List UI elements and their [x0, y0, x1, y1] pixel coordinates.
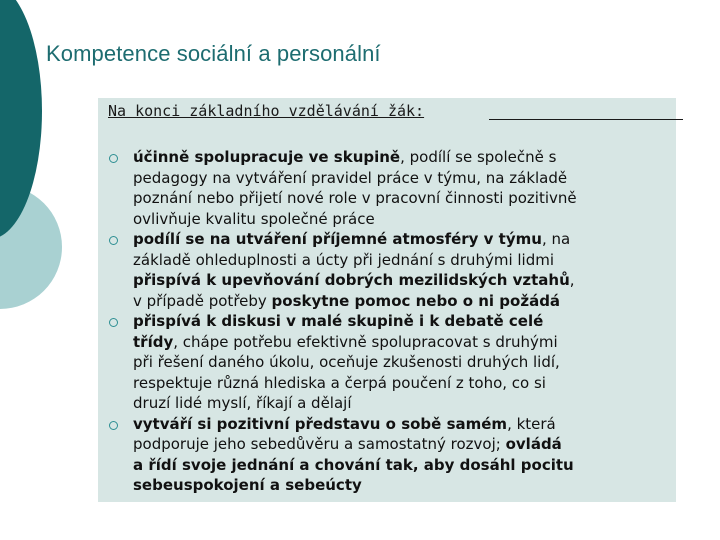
text-run: , chápe potřebu efektivně spolupracovat s druhými — [173, 332, 558, 351]
text-run: základě ohleduplnosti a úcty při jednání s druhými lidmi — [133, 250, 555, 269]
hollow-circle-bullet-icon — [109, 318, 118, 327]
bullet-text — [133, 414, 673, 496]
text-run: podporuje jeho sebedůvěru a samostatný rozvoj; — [133, 435, 506, 453]
text-run: ovlivňuje kvalitu společné práce — [133, 209, 375, 228]
bold-text-run: třídy — [133, 332, 174, 351]
bold-text-run: ovládá — [505, 435, 562, 453]
box-header: Na konci základního vzdělávání žák: — [108, 102, 425, 120]
bullet-item — [0, 229, 720, 311]
bold-text-run: podílí se na utváření příjemné atmosféry v týmu — [133, 230, 542, 248]
bold-text-run: účinně spolupracuje ve skupině — [133, 148, 401, 166]
hollow-circle-bullet-icon — [109, 236, 118, 245]
bullet-item — [0, 311, 720, 414]
bullet-text — [133, 147, 673, 229]
bullet-text — [133, 229, 673, 311]
hollow-circle-bullet-icon — [109, 154, 118, 163]
text-run: poznání nebo přijetí nové role v pracovní činnosti pozitivně — [133, 189, 577, 207]
text-run: druzí lidé myslí, říkají a dělají — [133, 394, 352, 412]
text-run: , podílí se společně s — [400, 148, 557, 166]
bold-text-run: a řídí svoje jednání a chování tak, aby dosáhl pocitu — [133, 455, 574, 474]
header-underline — [489, 119, 683, 120]
hollow-circle-bullet-icon — [109, 421, 118, 430]
text-run: při řešení daného úkolu, oceňuje zkušenosti druhých lidí, — [133, 353, 560, 371]
text-run: v případě potřeby — [133, 291, 272, 310]
text-run: , — [569, 271, 575, 289]
bullet-text — [133, 311, 673, 414]
bold-text-run: sebeuspokojení a sebeúcty — [133, 476, 362, 494]
text-run: , která — [507, 414, 556, 433]
text-run: pedagogy na vytváření pravidel práce v týmu, na základě — [133, 168, 568, 187]
bold-text-run: přispívá k diskusi v malé skupině i k debatě celé — [133, 312, 544, 330]
slide-title: Kompetence sociální a personální — [46, 41, 381, 66]
bold-text-run: poskytne pomoc nebo o ni požádá — [271, 291, 561, 310]
bullet-item — [0, 414, 720, 496]
bullet-item — [0, 147, 720, 229]
text-run: respektuje různá hlediska a čerpá poučení z toho, co si — [133, 373, 546, 392]
bullet-list — [0, 147, 720, 496]
bold-text-run: přispívá k upevňování dobrých mezilidských vztahů — [133, 271, 570, 289]
bold-text-run: vytváří si pozitivní představu o sobě samém — [133, 414, 508, 433]
text-run: , na — [541, 230, 571, 248]
